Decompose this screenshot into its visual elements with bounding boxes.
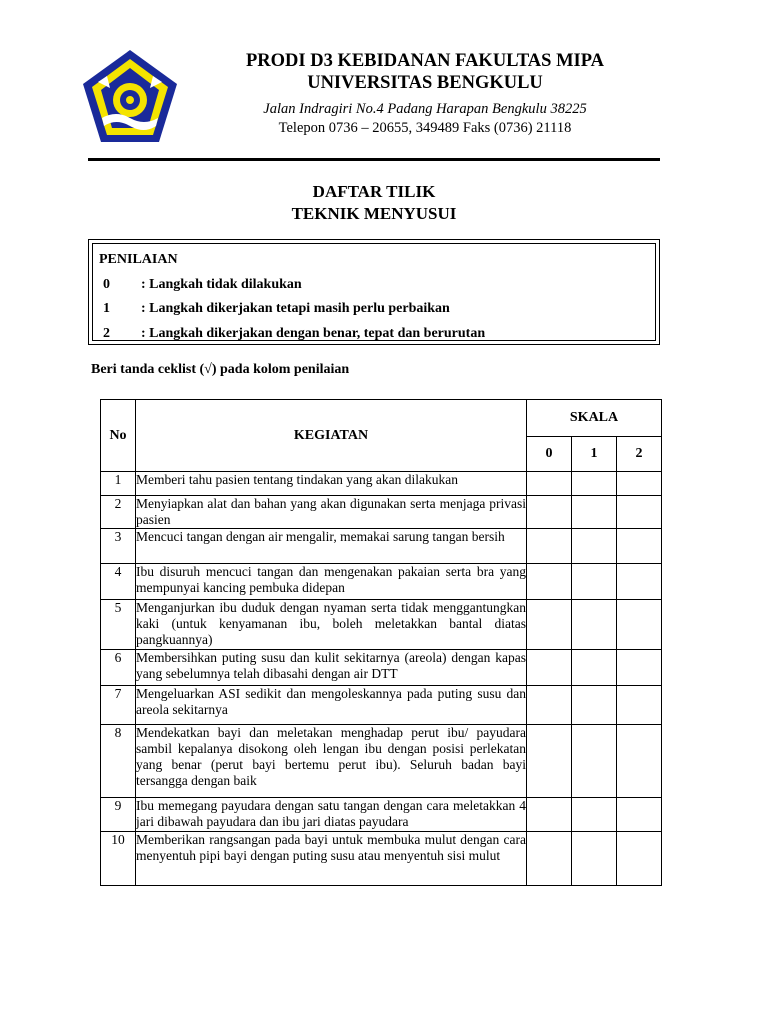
score-cell-1[interactable] [572,725,617,798]
table-row [101,564,662,600]
row-number: 3 [101,529,136,564]
score-cell-1[interactable] [572,496,617,529]
scoring-legend [88,239,660,345]
university-seal-icon [80,48,180,148]
score-cell-1[interactable] [572,798,617,832]
table-row [101,650,662,686]
score-cell-1[interactable] [572,472,617,496]
header-divider [88,158,660,161]
score-cell-2[interactable] [617,529,662,564]
scoring-title: PENILAIAN [99,252,178,267]
scoring-desc: : Langkah dikerjakan tetapi masih perlu perbaikan [141,301,450,316]
activity-text: Menganjurkan ibu duduk dengan nyaman serta tidak menggantungkan kaki (untuk kenyamanan ibu, boleh meletakkan bantal diatas pangkuannya) [136,600,527,650]
table-row [101,725,662,798]
score-cell-0[interactable] [527,686,572,725]
column-header-activity: KEGIATAN [136,400,527,472]
scale-header-2: 2 [617,437,662,472]
score-cell-2[interactable] [617,600,662,650]
activity-text: Memberi tahu pasien tentang tindakan yang akan dilakukan [136,472,527,496]
score-cell-0[interactable] [527,725,572,798]
row-number: 1 [101,472,136,496]
score-cell-0[interactable] [527,650,572,686]
scoring-value: 1 [103,301,110,316]
faculty-name: PRODI D3 KEBIDANAN FAKULTAS MIPA [245,51,605,71]
title-line-2: TEKNIK MENYUSUI [291,204,457,223]
letterhead [180,50,670,138]
score-cell-2[interactable] [617,798,662,832]
address: Jalan Indragiri No.4 Padang Harapan Bengkulu 38225 [263,101,587,117]
score-cell-1[interactable] [572,686,617,725]
score-cell-0[interactable] [527,472,572,496]
score-cell-0[interactable] [527,600,572,650]
score-cell-1[interactable] [572,529,617,564]
checklist-table [100,399,662,886]
score-cell-2[interactable] [617,564,662,600]
scoring-item [103,301,450,317]
activity-text: Ibu disuruh mencuci tangan dan mengenakan pakaian serta bra yang mempunyai kancing pembuka didepan [136,564,527,600]
score-cell-2[interactable] [617,472,662,496]
score-cell-0[interactable] [527,529,572,564]
document-title [88,181,660,225]
score-cell-2[interactable] [617,496,662,529]
score-cell-0[interactable] [527,496,572,529]
table-row [101,686,662,725]
contact-info: Telepon 0736 – 20655, 349489 Faks (0736) 21118 [278,120,572,136]
scoring-item [103,277,302,293]
scoring-legend-inner [92,243,656,341]
column-header-scale: SKALA [527,400,662,437]
row-number: 2 [101,496,136,529]
activity-text: Memberikan rangsangan pada bayi untuk membuka mulut dengan cara menyentuh pipi bayi dengan puting susu atau menyentuh sisi mulut [136,832,527,886]
scoring-value: 0 [103,277,110,292]
column-header-no: No [101,400,136,472]
table-row [101,496,662,529]
row-number: 4 [101,564,136,600]
row-number: 8 [101,725,136,798]
row-number: 7 [101,686,136,725]
score-cell-0[interactable] [527,798,572,832]
score-cell-2[interactable] [617,832,662,886]
score-cell-2[interactable] [617,650,662,686]
score-cell-1[interactable] [572,564,617,600]
activity-text: Mendekatkan bayi dan meletakan menghadap perut ibu/ payudara sambil kepalanya disokong oleh lengan ibu dengan posisi perlekatan yang benar (perut bayi bertemu perut ibu). Seluruh badan bayi tersangga dengan baik [136,725,527,798]
row-number: 9 [101,798,136,832]
row-number: 6 [101,650,136,686]
row-number: 5 [101,600,136,650]
score-cell-0[interactable] [527,564,572,600]
scoring-desc: : Langkah dikerjakan dengan benar, tepat dan berurutan [141,326,486,341]
activity-text: Mencuci tangan dengan air mengalir, memakai sarung tangan bersih [136,529,527,564]
instruction-text: Beri tanda ceklist (√) pada kolom penilaian [91,362,350,377]
table-row [101,472,662,496]
scoring-desc: : Langkah tidak dilakukan [141,277,302,292]
university-name: UNIVERSITAS BENGKULU [307,73,543,93]
table-row [101,529,662,564]
score-cell-2[interactable] [617,686,662,725]
table-row [101,600,662,650]
score-cell-1[interactable] [572,650,617,686]
activity-text: Mengeluarkan ASI sedikit dan mengoleskannya pada puting susu dan areola sekitarnya [136,686,527,725]
activity-text: Menyiapkan alat dan bahan yang akan digunakan serta menjaga privasi pasien [136,496,526,527]
score-cell-0[interactable] [527,832,572,886]
scale-header-0: 0 [527,437,572,472]
scoring-value: 2 [103,326,110,341]
activity-text: Membersihkan puting susu dan kulit sekitarnya (areola) dengan kapas yang sebelumnya telah dibasahi dengan air DTT [136,650,527,686]
score-cell-2[interactable] [617,725,662,798]
row-number: 10 [101,832,136,886]
title-line-1: DAFTAR TILIK [312,182,436,201]
table-header-row [101,400,662,437]
scoring-item [103,326,485,342]
activity-text: Ibu memegang payudara dengan satu tangan dengan cara meletakkan 4 jari dibawah payudara dan ibu jari diatas payudara [136,798,527,832]
score-cell-1[interactable] [572,832,617,886]
table-row [101,832,662,886]
score-cell-1[interactable] [572,600,617,650]
scale-header-1: 1 [572,437,617,472]
table-row [101,798,662,832]
